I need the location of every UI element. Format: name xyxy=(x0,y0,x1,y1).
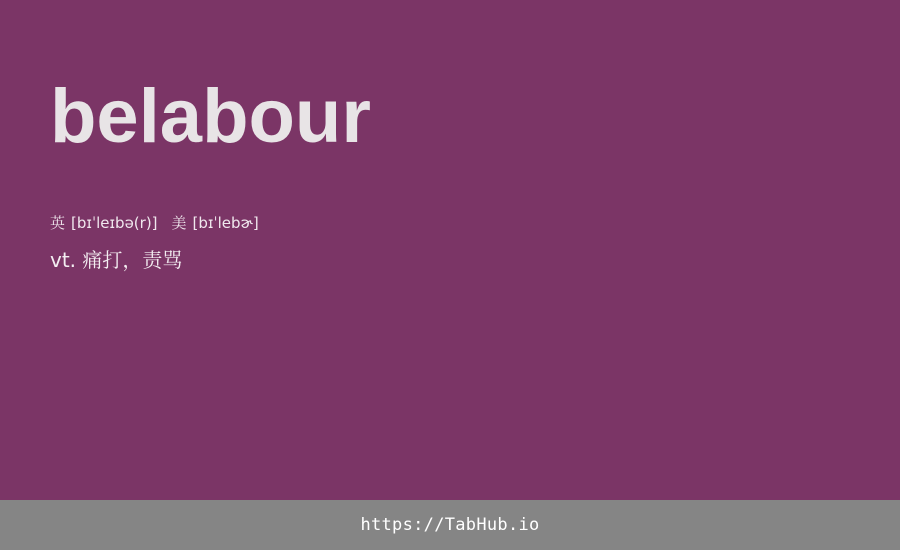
us-phonetic: [bɪˈlebɚ] xyxy=(192,214,259,232)
us-pronunciation-label: 美 xyxy=(171,214,187,232)
footer-bar xyxy=(0,500,900,550)
vocabulary-word: belabour xyxy=(50,74,371,159)
word-definition: vt. 痛打，责骂 xyxy=(50,248,183,272)
phonetics-line xyxy=(50,212,259,234)
uk-phonetic: [bɪˈleɪbə(r)] xyxy=(71,214,158,232)
word-card xyxy=(50,0,850,500)
tabhub-link[interactable]: https://TabHub.io xyxy=(360,515,540,535)
uk-pronunciation-label: 英 xyxy=(50,214,66,232)
